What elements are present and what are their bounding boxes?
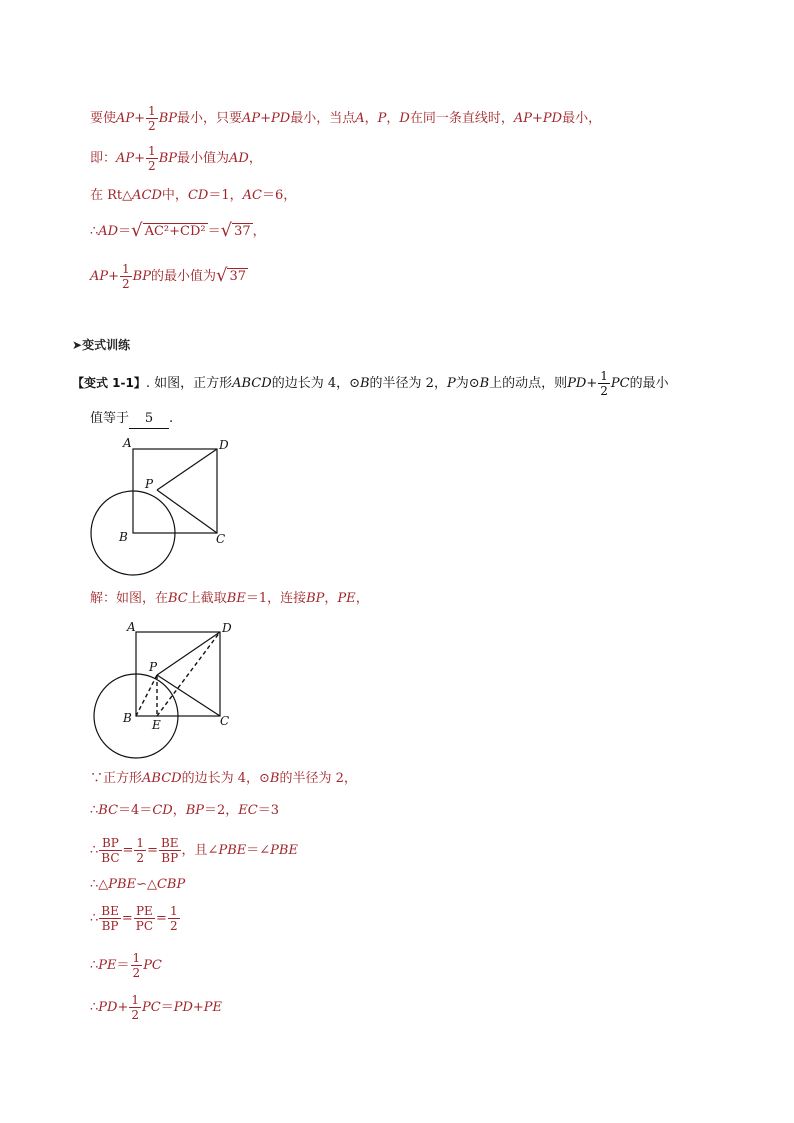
fraction xyxy=(159,836,181,865)
expr: CD xyxy=(187,188,209,203)
segment-ed-dashed xyxy=(157,632,220,716)
fraction-half xyxy=(598,369,610,398)
text: ∴ xyxy=(90,958,99,973)
denominator: 2 xyxy=(148,159,156,173)
text: 在同一条直线时， xyxy=(409,111,514,126)
proof-line-4 xyxy=(90,876,185,894)
text: ， xyxy=(355,591,369,606)
expr: PD+ xyxy=(98,1000,129,1015)
segment-pc xyxy=(157,675,220,716)
text: . xyxy=(169,411,174,426)
text: ＝6， xyxy=(261,188,297,203)
label-d: D xyxy=(219,438,229,452)
text: ， xyxy=(364,111,378,126)
segment-pd xyxy=(157,632,220,675)
text: 要使 xyxy=(90,111,117,126)
numerator: 1 xyxy=(132,951,141,965)
proof-line-1 xyxy=(90,770,357,788)
expr: PE xyxy=(98,958,117,973)
text: ＝ xyxy=(116,958,130,973)
text: ， xyxy=(248,151,262,166)
denominator: 2 xyxy=(136,851,145,865)
expr: BP xyxy=(158,111,177,126)
expr: ACD xyxy=(132,188,162,203)
radicand: 37 xyxy=(234,223,251,239)
numerator: 1 xyxy=(122,262,130,276)
proof-line-7 xyxy=(90,993,222,1022)
label-c: C xyxy=(220,714,230,728)
text: = xyxy=(122,843,134,858)
expr: AP+PD xyxy=(242,111,291,126)
numerator: 1 xyxy=(600,369,608,383)
expr: BP xyxy=(185,803,205,818)
fraction-half xyxy=(131,951,143,980)
text: ＝4＝ xyxy=(118,803,153,818)
text: 最小， xyxy=(562,111,602,126)
expr: CD xyxy=(152,803,173,818)
expr: AP+ xyxy=(90,269,120,284)
fraction-half xyxy=(146,104,158,133)
expr: PBE xyxy=(108,877,137,892)
text: ∴ xyxy=(90,1000,99,1015)
text: ＝ xyxy=(160,1000,174,1015)
text: 即： xyxy=(90,151,117,166)
numerator: BE xyxy=(160,836,179,850)
expr: AP+PD xyxy=(513,111,563,126)
text: ， xyxy=(324,591,338,606)
figure-2-diagram xyxy=(80,615,260,765)
text: ， xyxy=(172,803,186,818)
problem-statement xyxy=(72,369,669,398)
denominator: 2 xyxy=(169,919,178,933)
denominator: 2 xyxy=(600,384,608,398)
solution-line-2 xyxy=(90,144,262,173)
text: 值等于 xyxy=(90,411,130,426)
text: 中， xyxy=(161,188,188,203)
denominator: 2 xyxy=(148,119,156,133)
segment-pd xyxy=(157,449,217,490)
fraction-half xyxy=(120,262,132,291)
denominator: PC xyxy=(135,919,154,933)
label-c: C xyxy=(216,532,226,546)
text: ∴△ xyxy=(90,877,109,892)
proof-line-3 xyxy=(90,836,298,865)
text: 解：如图，在 xyxy=(90,591,169,606)
answer-blank: 5 xyxy=(129,410,169,429)
sqrt-expression: √ AC²+CD² xyxy=(131,220,206,241)
text: 最小值为 xyxy=(177,151,230,166)
figure-1-diagram xyxy=(80,432,250,582)
numerator: PE xyxy=(134,904,155,919)
fraction-half xyxy=(146,144,158,173)
solution-2-intro xyxy=(90,590,369,608)
expr: PE xyxy=(337,591,356,606)
proof-line-2 xyxy=(90,802,279,820)
expr: BP xyxy=(306,591,325,606)
numerator: 1 xyxy=(169,904,178,918)
text: 上的动点，则 xyxy=(489,376,568,391)
label-p: P xyxy=(149,660,158,674)
section-title-text: 变式训练 xyxy=(82,338,131,352)
expr: PC xyxy=(143,958,162,973)
solution-line-4 xyxy=(90,222,266,241)
expr: AD xyxy=(98,223,119,239)
expr: D xyxy=(399,111,410,126)
radicand: 37 xyxy=(229,268,247,284)
numerator: BE xyxy=(101,904,119,918)
expr: AC xyxy=(242,188,262,203)
text: ， xyxy=(386,111,400,126)
expr: ABCD xyxy=(142,771,182,786)
denominator: BP xyxy=(161,851,179,865)
text: = xyxy=(147,843,158,858)
text: ， xyxy=(252,223,266,239)
numerator: BP xyxy=(99,836,121,851)
expr: BC xyxy=(168,591,188,606)
numerator: 1 xyxy=(131,993,139,1007)
text: ＝1， xyxy=(208,188,243,203)
numerator: 1 xyxy=(136,836,145,850)
label-b: B xyxy=(123,711,132,725)
text: ＝3 xyxy=(257,803,280,818)
denominator: 2 xyxy=(131,1008,139,1022)
proof-line-6 xyxy=(90,951,162,980)
solution-line-1 xyxy=(90,104,601,133)
numerator: 1 xyxy=(148,104,156,118)
denominator: BC xyxy=(101,851,120,865)
solution-line-5 xyxy=(90,262,248,291)
square-abcd xyxy=(133,449,217,533)
fraction xyxy=(99,904,121,933)
fraction xyxy=(99,836,121,865)
solution-line-3 xyxy=(90,187,296,205)
expr: AP+ xyxy=(116,111,146,126)
expr: EC xyxy=(238,803,258,818)
segment-bp-dashed xyxy=(136,675,157,716)
text: ＝∠ xyxy=(246,843,271,858)
expr: BC xyxy=(98,803,119,818)
text: 的最小值为 xyxy=(150,269,216,284)
problem-label: 【变式 1-1】 xyxy=(72,376,146,390)
text: ∵正方形 xyxy=(90,771,143,786)
text: 的最小 xyxy=(629,376,669,391)
label-b: B xyxy=(119,530,128,544)
text: = xyxy=(156,911,167,926)
text: ∴ xyxy=(90,911,99,926)
denominator: BP xyxy=(101,919,119,933)
text: ＝ xyxy=(118,223,132,239)
label-p: P xyxy=(145,477,154,491)
denominator: 2 xyxy=(132,966,141,980)
expr: BP xyxy=(132,269,151,284)
text: 上截取 xyxy=(187,591,227,606)
text: 的半径为 2， xyxy=(279,771,357,786)
segment-pc xyxy=(157,490,217,533)
expr: P xyxy=(377,111,387,126)
text: . 如图，正方形 xyxy=(145,376,233,391)
section-title xyxy=(72,336,130,353)
square-abcd xyxy=(136,632,220,716)
sqrt-expression: √ 37 xyxy=(216,265,247,287)
label-a: A xyxy=(123,436,132,450)
expr: BE xyxy=(226,591,246,606)
text: ∽△ xyxy=(136,877,157,892)
expr: ABCD xyxy=(232,376,272,391)
fraction-half xyxy=(129,993,141,1022)
expr: BP xyxy=(158,151,177,166)
expr: PBE xyxy=(218,843,247,858)
text: ∴ xyxy=(90,803,99,818)
label-d: D xyxy=(222,621,232,635)
text: 的边长为 4，⊙ xyxy=(271,376,360,391)
expr: PBE xyxy=(270,843,298,858)
sqrt-expression: √ 37 xyxy=(220,220,251,241)
text: ＝1，连接 xyxy=(245,591,307,606)
text: = xyxy=(121,911,133,926)
text: 的边长为 4，⊙ xyxy=(181,771,270,786)
expr: PC xyxy=(610,376,630,391)
fraction xyxy=(134,836,146,865)
numerator: 1 xyxy=(148,144,156,158)
text: ∴ xyxy=(90,843,99,858)
expr: A xyxy=(355,111,365,126)
expr: AP+ xyxy=(116,151,146,166)
expr: B xyxy=(479,376,490,391)
label-a: A xyxy=(127,620,136,634)
text: 在 Rt△ xyxy=(90,188,133,203)
label-e: E xyxy=(152,718,161,732)
proof-line-5 xyxy=(90,904,181,933)
text: ∴ xyxy=(90,223,99,239)
text: 的半径为 2， xyxy=(369,376,447,391)
fraction xyxy=(168,904,180,933)
fraction xyxy=(134,904,155,933)
expr: P xyxy=(446,376,456,391)
radicand: AC²+CD² xyxy=(144,223,206,239)
text: 最小，当点 xyxy=(290,111,356,126)
text: ＝ xyxy=(207,223,221,239)
text: ＝2， xyxy=(204,803,239,818)
expr: B xyxy=(359,376,370,391)
problem-line-2 xyxy=(90,410,173,429)
expr: AD xyxy=(229,151,249,166)
text: ，且∠ xyxy=(181,843,219,858)
text: 为⊙ xyxy=(455,376,480,391)
expr: PC xyxy=(141,1000,161,1015)
text: 最小，只要 xyxy=(177,111,243,126)
denominator: 2 xyxy=(122,277,130,291)
expr: PD+ xyxy=(567,376,598,391)
expr: B xyxy=(269,771,280,786)
expr: CBP xyxy=(156,877,186,892)
expr: PD+PE xyxy=(173,1000,223,1015)
arrow-bullet-icon: ➤ xyxy=(72,338,83,352)
